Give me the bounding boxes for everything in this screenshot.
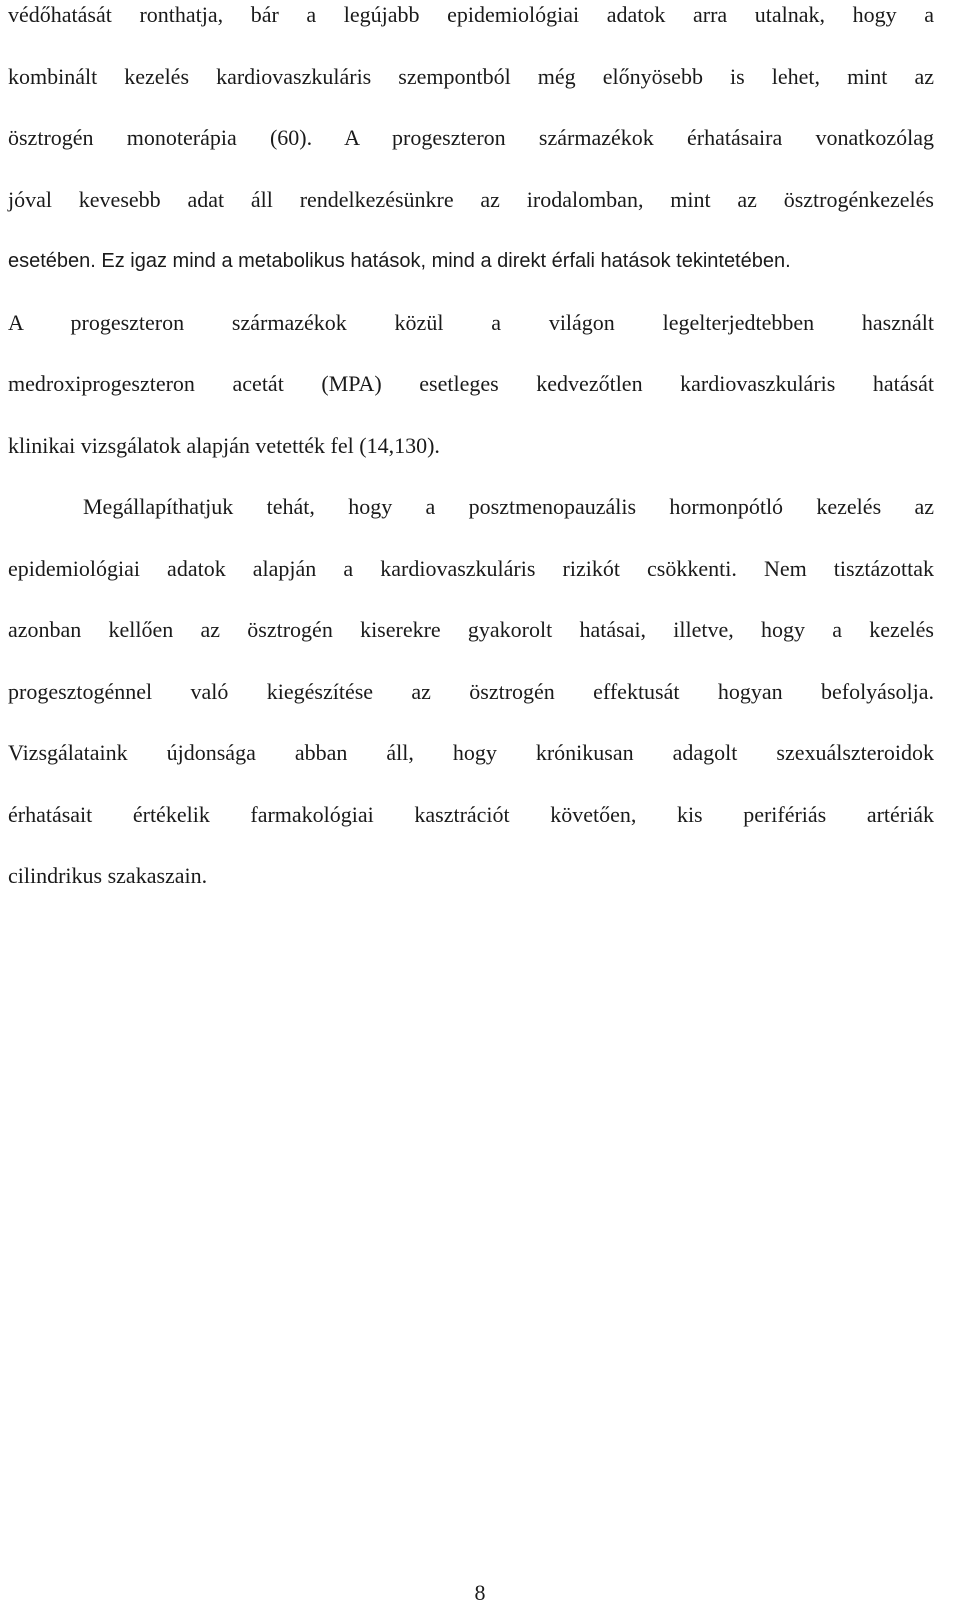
text-line-10: epidemiológiai adatok alapján a kardiovaszkuláris rizikót csökkenti. Nem tisztázottak [8,555,934,581]
text-line-8: klinikai vizsgálatok alapján vetették fel (14,130). [8,432,440,458]
text-line-13: Vizsgálataink újdonsága abban áll, hogy krónikusan adagolt szexuálszteroidok [8,740,934,765]
text-line-5: esetében. Ez igaz mind a metabolikus hatások, mind a direkt érfali hatások tekintetében. [8,250,791,272]
text-line-15: cilindrikus szakaszain. [8,863,208,888]
text-line-14: érhatásait értékelik farmakológiai kasztrációt követően, kis perifériás artériák [8,801,934,827]
text-line-4: jóval kevesebb adat áll rendelkezésünkre az irodalomban, mint az ösztrogénkezelés [8,186,934,212]
text-line-6: A progeszteron származékok közül a világon legelterjedtebben használt [8,309,934,335]
page-number: 8 [474,1580,486,1605]
text-line-1: védőhatását ronthatja, bár a legújabb epidemiológiai adatok arra utalnak, hogy a [8,2,934,27]
paragraph-2-first-line: Megállapíthatjuk tehát, hogy a posztmenopauzális hormonpótló kezelés az [83,494,934,519]
text-line-3: ösztrogén monoterápia (60). A progeszteron származékok érhatásaira vonatkozólag [8,125,934,150]
text-line-2: kombinált kezelés kardiovaszkuláris szempontból még előnyösebb is lehet, mint az [8,63,934,89]
text-line-11: azonban kellően az ösztrogén kiserekre gyakorolt hatásai, illetve, hogy a kezelés [8,617,934,642]
text-line-12: progesztogénnel való kiegészítése az ösztrogén effektusát hogyan befolyásolja. [8,678,934,704]
text-line-7: medroxiprogeszteron acetát (MPA) esetleges kedvezőtlen kardiovaszkuláris hatását [8,371,934,396]
document-body [8,0,934,923]
